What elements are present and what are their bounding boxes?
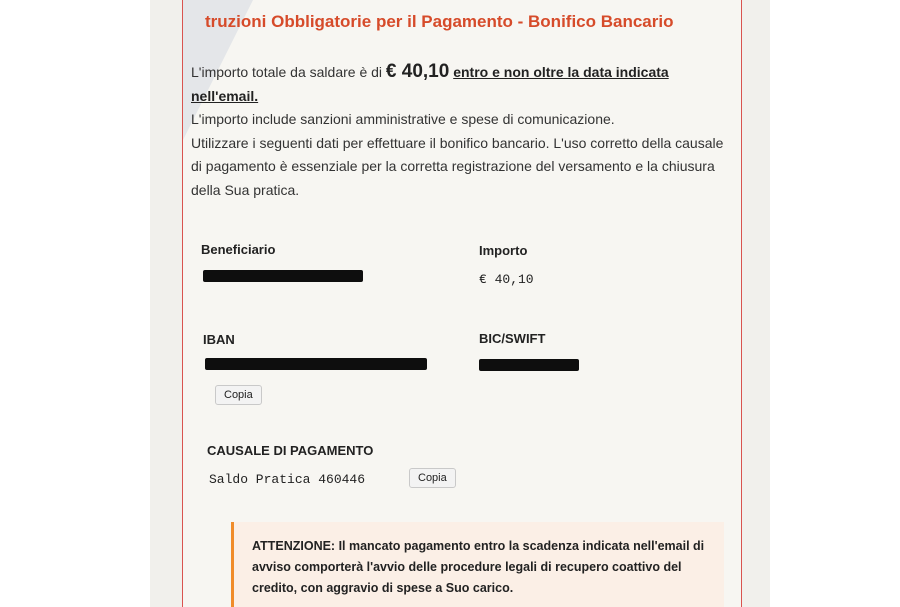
page-title: truzioni Obbligatorie per il Pagamento - Bonifico Bancario: [205, 12, 674, 31]
warning-title: ATTENZIONE:: [252, 539, 336, 553]
warning-box: [231, 522, 724, 607]
iban-redacted: [205, 358, 427, 370]
copy-iban-button[interactable]: Copia: [215, 385, 262, 405]
beneficiary-redacted: [203, 270, 363, 282]
intro-line3: Utilizzare i seguenti dati per effettuare il bonifico bancario. L'uso corretto della causale di pagamento è essenziale per la corretta registrazione del versamento e la chiusura della Sua pratica.: [191, 134, 724, 198]
total-amount: € 40,10: [385, 61, 450, 82]
intro-line2: L'importo include sanzioni amministrative e spese di comunicazione.: [191, 111, 615, 127]
amount-value: € 40,10: [479, 272, 534, 287]
warning-body: Il mancato pagamento entro la scadenza indicata nell'email di avviso comporterà l'avvio delle procedure legali di recupero coattivo del credito, con aggravio di spese a Suo carico.: [252, 539, 705, 595]
warning-text: [252, 536, 722, 599]
bic-label: BIC/SWIFT: [479, 331, 546, 346]
document-sheet: [182, 0, 742, 607]
photo-frame: [150, 0, 770, 607]
reason-label: CAUSALE DI PAGAMENTO: [207, 443, 374, 458]
amount-label: Importo: [479, 243, 528, 258]
intro-paragraph: [191, 60, 731, 202]
intro-line1-prefix: L'importo totale da saldare è di: [191, 64, 386, 80]
iban-label: IBAN: [203, 332, 235, 347]
reason-value: Saldo Pratica 460446: [209, 472, 366, 487]
beneficiary-label: Beneficiario: [201, 242, 276, 257]
bic-redacted: [479, 359, 579, 371]
deadline-text: entro e non oltre la data indicata nell'email.: [191, 64, 669, 104]
copy-reason-button[interactable]: Copia: [409, 468, 456, 488]
